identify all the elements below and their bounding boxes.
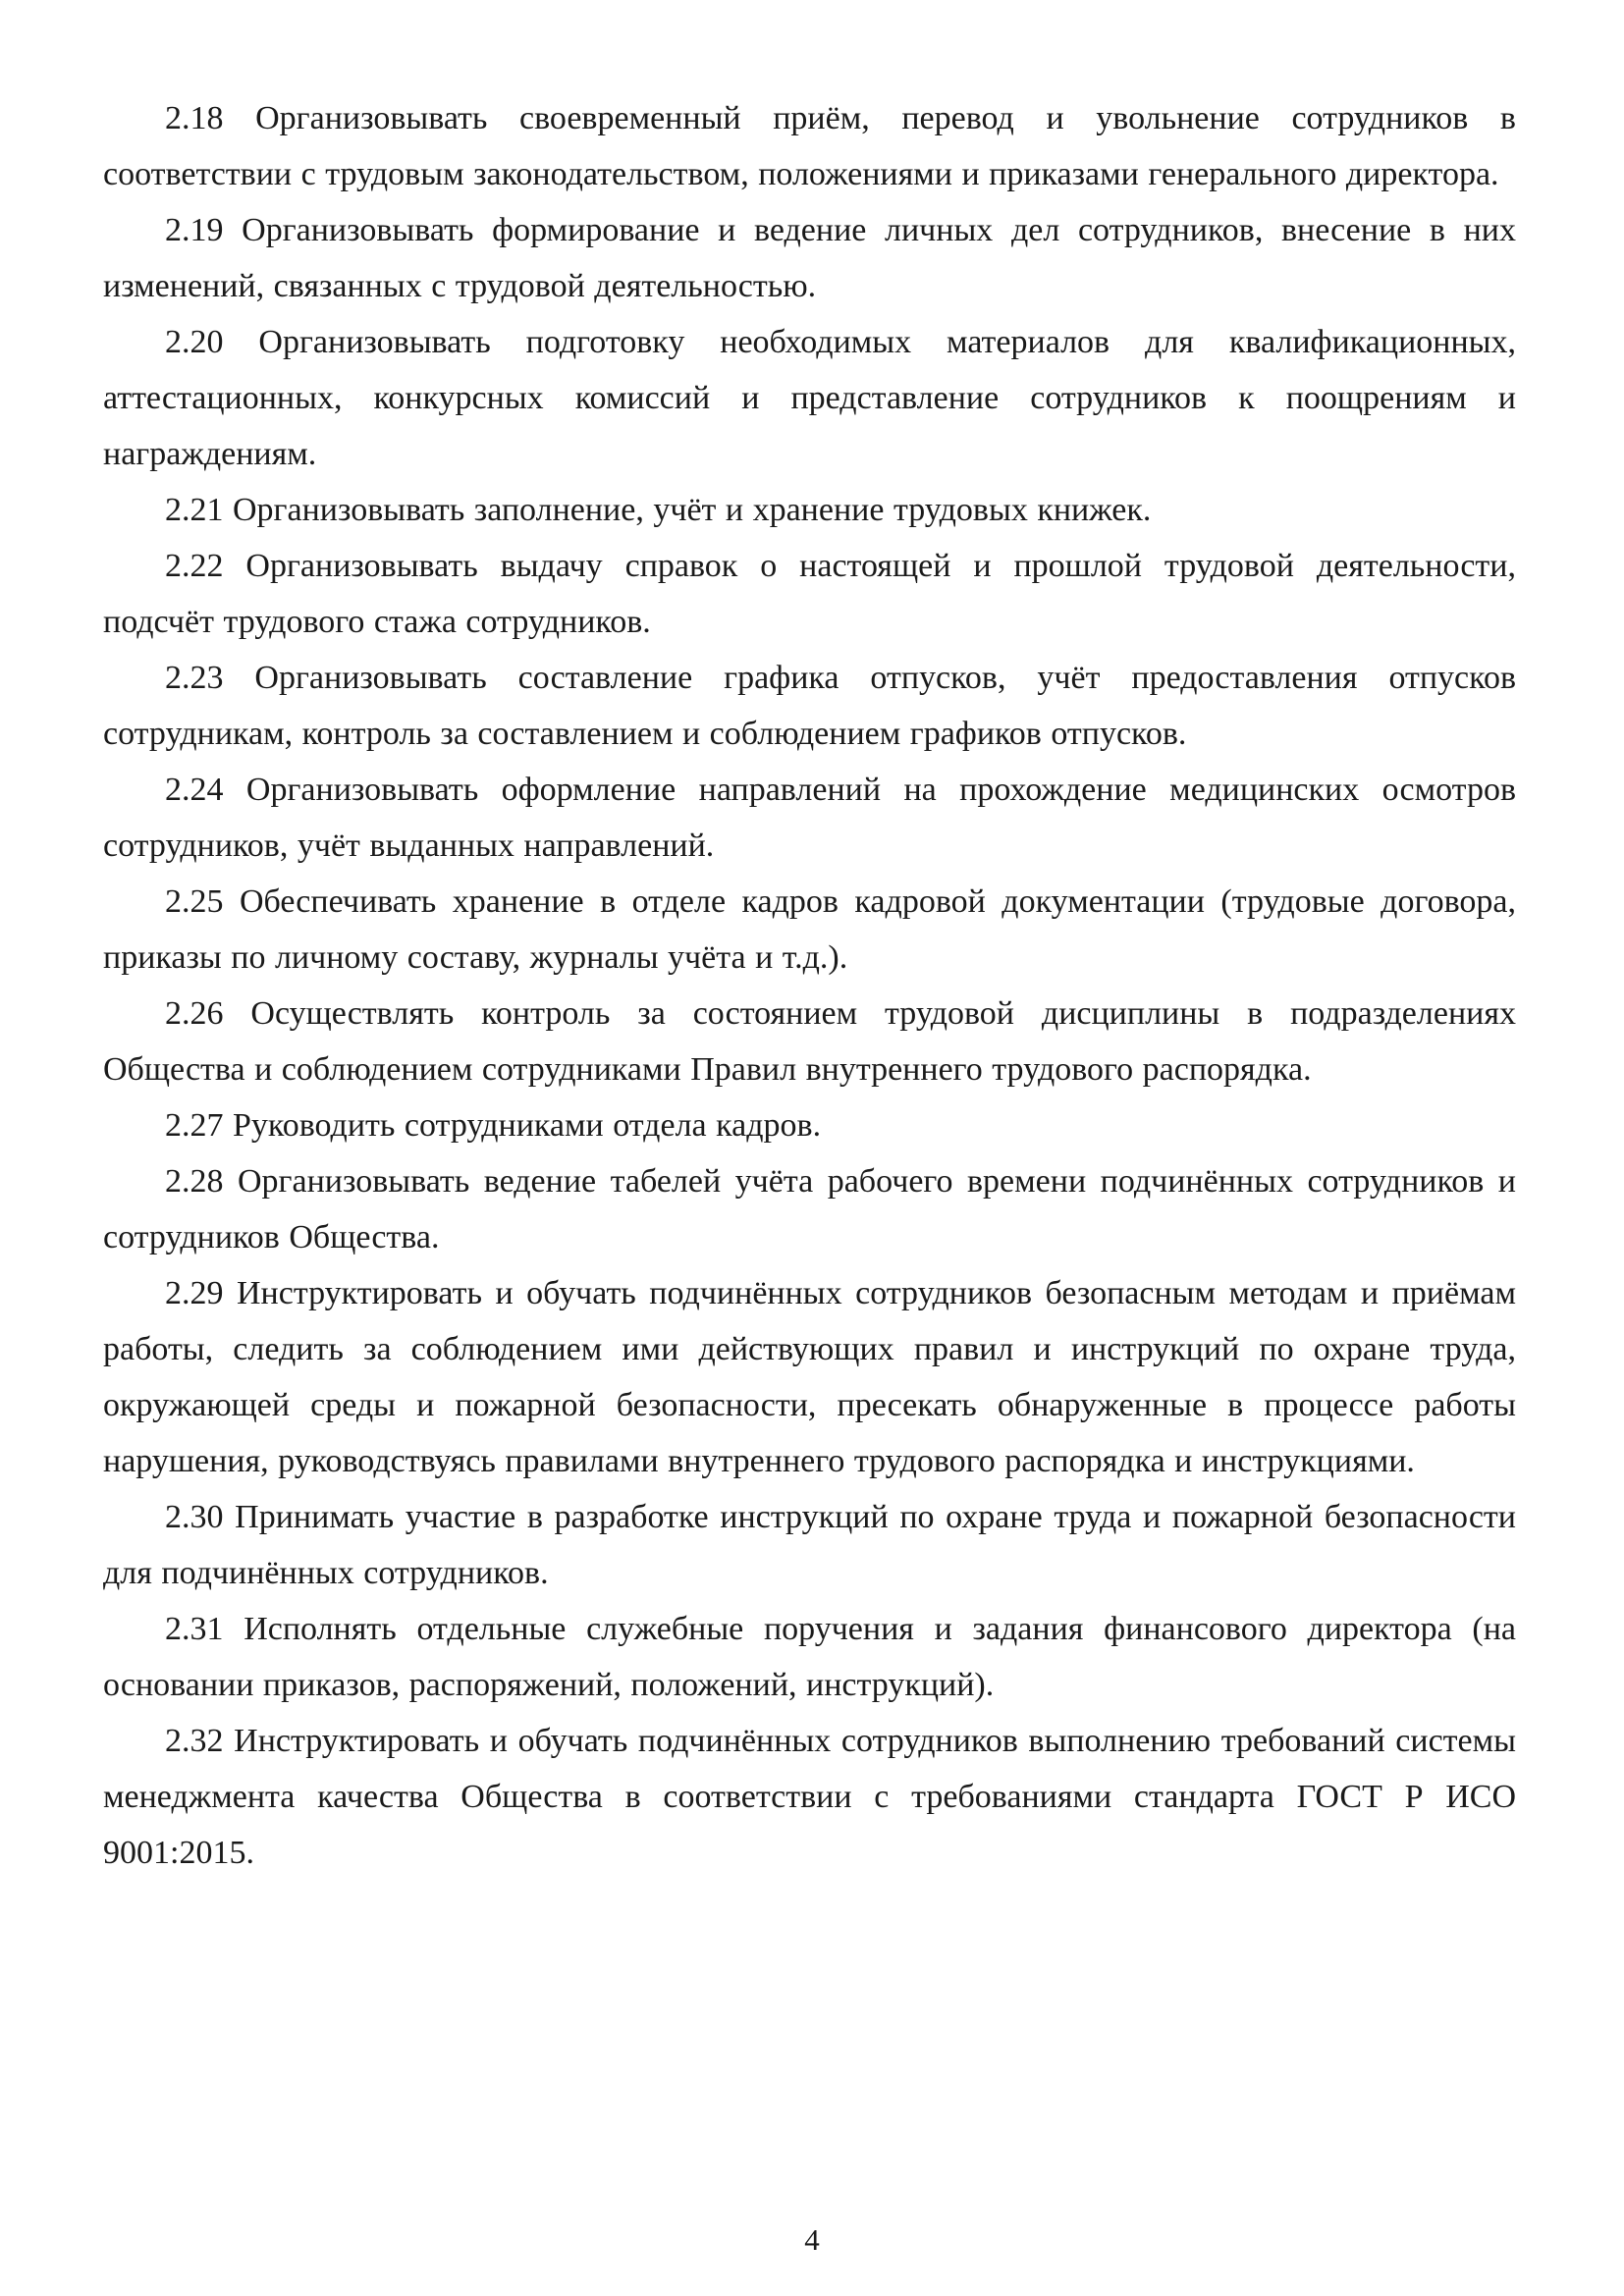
paragraph-2-26: 2.26 Осуществлять контроль за состоянием трудовой дисциплины в подразделениях Общества и соблюдением сотрудниками Правил внутреннего трудового распорядка. — [103, 995, 1516, 1088]
paragraph-2-32: 2.32 Инструктировать и обучать подчинённых сотрудников выполнению требований системы менеджмента качества Общества в соответствии с требованиями стандарта ГОСТ Р ИСО 9001:2015. — [103, 1723, 1516, 1871]
paragraph-2-31: 2.31 Исполнять отдельные служебные поручения и задания финансового директора (на основании приказов, распоряжений, положений, инструкций). — [103, 1611, 1516, 1703]
paragraph-2-19: 2.19 Организовывать формирование и ведение личных дел сотрудников, внесение в них изменений, связанных с трудовой деятельностью. — [103, 212, 1516, 304]
paragraph-2-21: 2.21 Организовывать заполнение, учёт и хранение трудовых книжек. — [165, 492, 1152, 528]
paragraph-2-28: 2.28 Организовывать ведение табелей учёта рабочего времени подчинённых сотрудников и сотрудников Общества. — [103, 1163, 1516, 1255]
paragraph-2-20: 2.20 Организовывать подготовку необходимых материалов для квалификационных, аттестационных, конкурсных комиссий и представление сотрудников к поощрениям и награждениям. — [103, 324, 1516, 472]
paragraph-2-30: 2.30 Принимать участие в разработке инструкций по охране труда и пожарной безопасности для подчинённых сотрудников. — [103, 1499, 1516, 1591]
paragraph-2-24: 2.24 Организовывать оформление направлений на прохождение медицинских осмотров сотрудников, учёт выданных направлений. — [103, 772, 1516, 864]
paragraph-2-29: 2.29 Инструктировать и обучать подчинённых сотрудников безопасным методам и приёмам работы, следить за соблюдением ими действующих правил и инструкций по охране труда, окружающей среды и пожарной безопасности, пресекать обнаруженные в процессе работы нарушения, руководствуясь правилами внутреннего трудового распорядка и инструкциями. — [103, 1275, 1516, 1479]
paragraph-2-22: 2.22 Организовывать выдачу справок о настоящей и прошлой трудовой деятельности, подсчёт трудового стажа сотрудников. — [103, 548, 1516, 640]
document-body — [103, 90, 1516, 1881]
paragraph-2-25: 2.25 Обеспечивать хранение в отделе кадров кадровой документации (трудовые договора, приказы по личному составу, журналы учёта и т.д.). — [103, 883, 1516, 976]
paragraph-2-23: 2.23 Организовывать составление графика отпусков, учёт предоставления отпусков сотрудникам, контроль за составлением и соблюдением графиков отпусков. — [103, 660, 1516, 752]
page-number: 4 — [804, 2222, 820, 2257]
paragraph-2-18: 2.18 Организовывать своевременный приём, перевод и увольнение сотрудников в соответствии с трудовым законодательством, положениями и приказами генерального директора. — [103, 100, 1516, 192]
paragraph-2-27: 2.27 Руководить сотрудниками отдела кадров. — [165, 1107, 822, 1144]
